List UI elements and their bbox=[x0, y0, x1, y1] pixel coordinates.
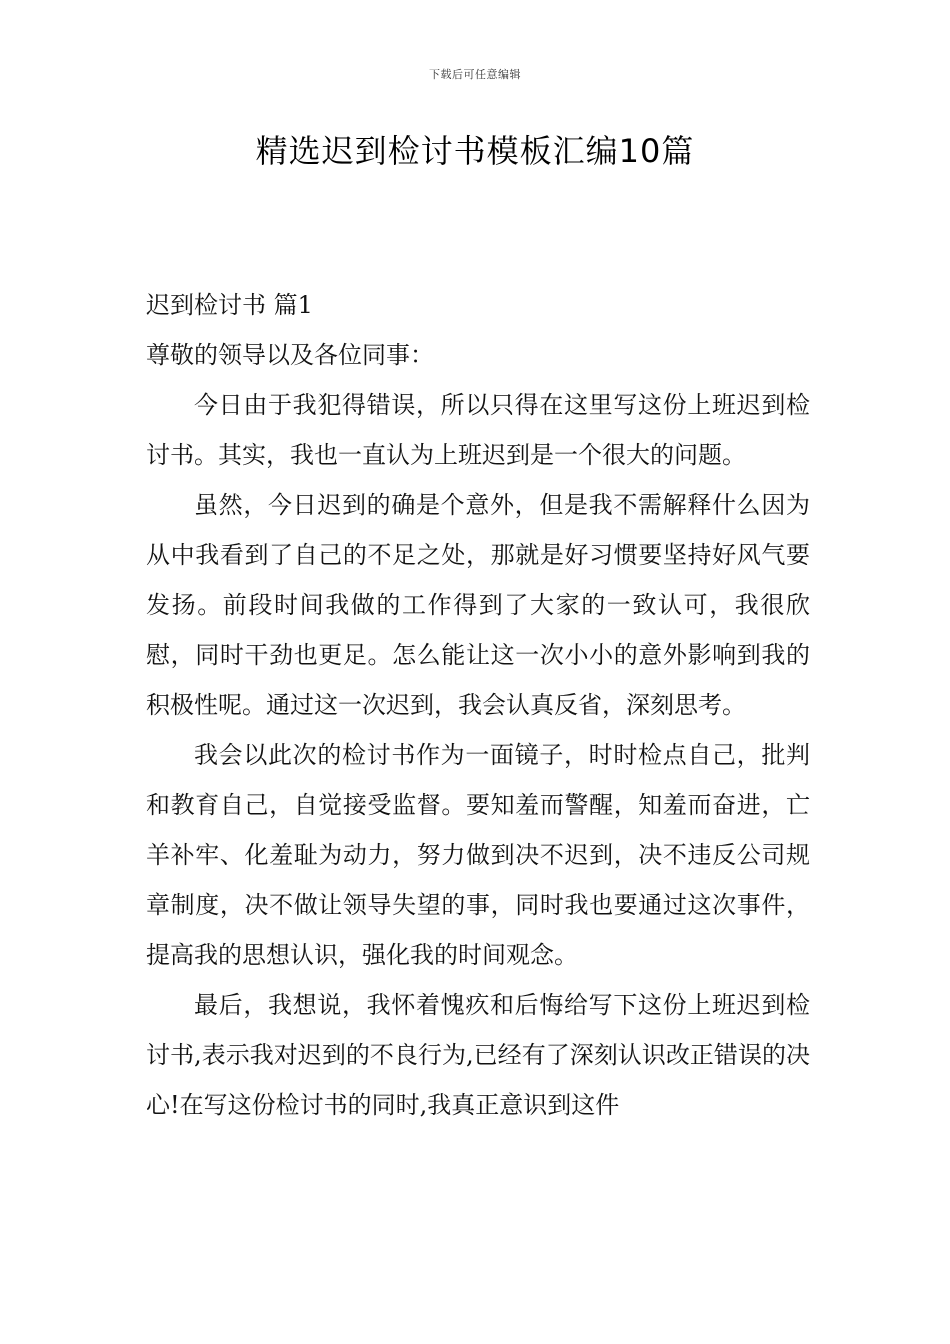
body-paragraph: 今日由于我犯得错误，所以只得在这里写这份上班迟到检讨书。其实，我也一直认为上班迟到是一个很大的问题。 bbox=[146, 391, 810, 469]
header-note: 下载后可任意编辑 bbox=[429, 68, 521, 81]
body-paragraph: 虽然，今日迟到的确是个意外，但是我不需解释什么因为从中我看到了自己的不足之处，那就是好习惯要坚持好风气要发扬。前段时间我做的工作得到了大家的一致认可，我很欣慰，同时干劲也更足。怎么能让这一次小小的意外影响到我的积极性呢。通过这一次迟到，我会认真反省，深刻思考。 bbox=[146, 491, 810, 719]
body-paragraph: 最后，我想说，我怀着愧疚和后悔给写下这份上班迟到检讨书,表示我对迟到的不良行为,已经有了深刻认识改正错误的决心!在写这份检讨书的同时,我真正意识到这件 bbox=[146, 991, 810, 1119]
document-body bbox=[146, 280, 810, 1130]
document-title: 精选迟到检讨书模板汇编10篇 bbox=[255, 132, 695, 170]
section-heading: 迟到检讨书 篇1 bbox=[146, 291, 313, 319]
salutation: 尊敬的领导以及各位同事： bbox=[146, 341, 434, 369]
body-paragraph: 我会以此次的检讨书作为一面镜子，时时检点自己，批判和教育自己，自觉接受监督。要知羞而警醒，知羞而奋进，亡羊补牢、化羞耻为动力，努力做到决不迟到，决不违反公司规章制度，决不做让领导失望的事，同时我也要通过这次事件，提高我的思想认识，强化我的时间观念。 bbox=[146, 741, 810, 969]
